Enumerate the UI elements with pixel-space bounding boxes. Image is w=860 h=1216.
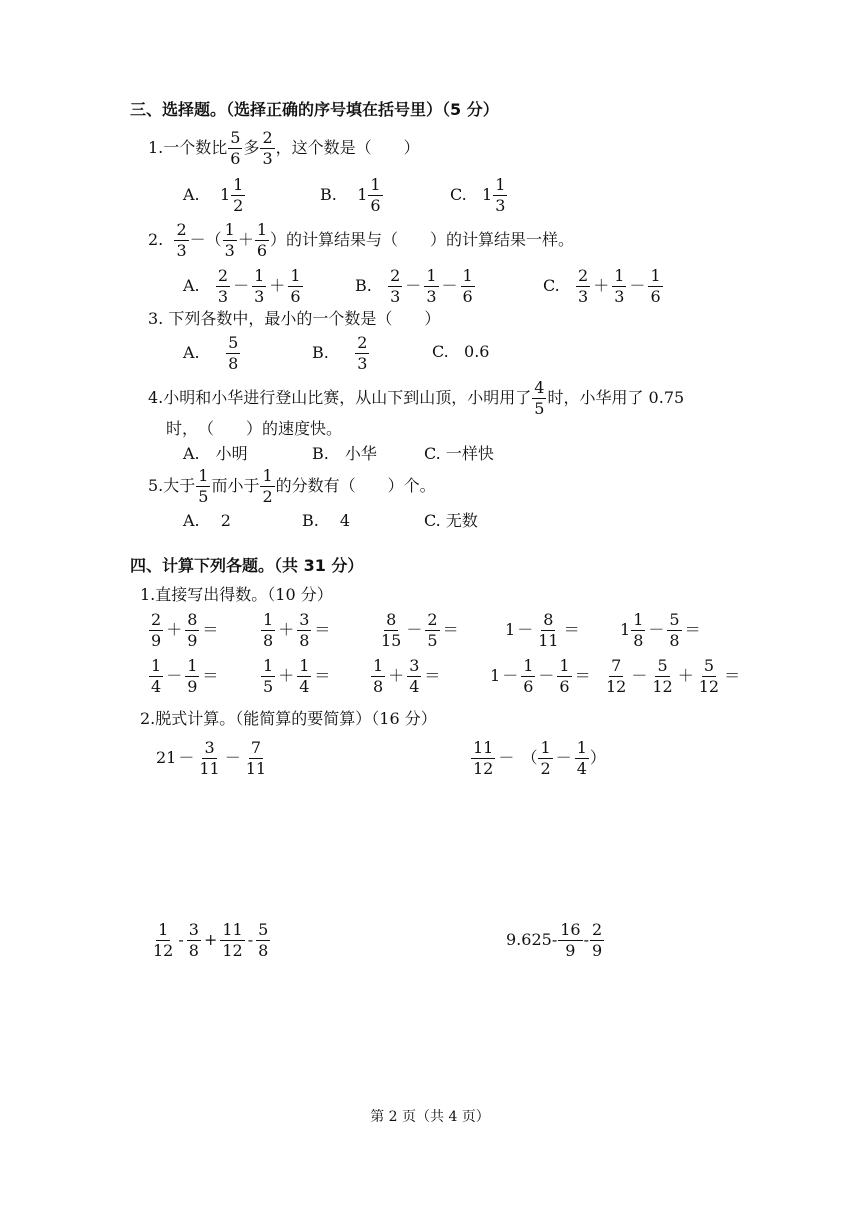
q3-option-b[interactable]: B. $\frac{2}{3}$	[312, 333, 368, 373]
calc-item: 1 － $\frac{1}{6}$ － $\frac{1}{6}$ ＝	[490, 656, 591, 696]
q4-stem-line1: 4.小明和小华进行登山比赛，从山下到山顶，小明用了 $\frac{4}{5}$ 时，小华用了 0.75	[148, 378, 685, 418]
fraction: $\frac{2}{3}$	[262, 128, 273, 168]
q5-stem: 5.大于 $\frac{1}{5}$ 而小于 $\frac{1}{2}$ 的分数有（ ）个。	[148, 466, 436, 506]
long-calc-4: 9.625- $\frac{16}{9}$ - $\frac{2}{9}$	[506, 920, 603, 960]
q5-option-a[interactable]: A. 2	[183, 511, 231, 530]
section4-title: 四、计算下列各题。（共 31 分）	[130, 556, 364, 575]
q1-suffix: ，这个数是（ ）	[275, 138, 420, 157]
q2-stem: 2. $\frac{2}{3}$ －（ $\frac{1}{3}$ ＋ $\frac{1}{6}$ ）的计算结果与（ ）的计算结果一样。	[148, 220, 575, 260]
q2-text: ）的计算结果与（ ）的计算结果一样。	[270, 230, 575, 249]
calc-item: 1 $\frac{1}{8}$ － $\frac{5}{8}$ ＝	[620, 610, 701, 650]
calc-item: $\frac{1}{8}$ ＋ $\frac{3}{4}$ ＝	[373, 656, 441, 696]
q4-stem-line2: 时， （ ）的速度快。	[166, 419, 343, 438]
calc-item: $\frac{2}{9}$ ＋ $\frac{8}{9}$ ＝	[151, 610, 219, 650]
q1-option-a[interactable]: A. 1 $\frac{1}{2}$	[183, 175, 244, 215]
q2-option-b[interactable]: B. $\frac{2}{3}$ － $\frac{1}{3}$ － $\frac{1}{6}$	[355, 266, 473, 306]
long-calc-1: 21 － $\frac{3}{11}$ － $\frac{7}{11}$	[156, 738, 267, 778]
q5-option-c[interactable]: C. 无数	[424, 511, 478, 530]
q5-option-b[interactable]: B. 4	[302, 511, 351, 530]
calc-item: 1 － $\frac{8}{11}$ ＝	[505, 610, 580, 650]
page-footer: 第 2 页（共 4 页）	[370, 1109, 490, 1125]
q3-stem: 3. 下列各数中，最小的一个数是（ ）	[148, 309, 441, 328]
fraction: $\frac{5}{6}$	[230, 128, 241, 168]
q4-option-a[interactable]: A. 小明	[183, 444, 248, 463]
q2-option-a[interactable]: A. $\frac{2}{3}$ － $\frac{1}{3}$ ＋ $\frac{1}{6}$	[183, 266, 301, 306]
q4-option-b[interactable]: B. 小华	[312, 444, 377, 463]
calc-item: $\frac{7}{12}$ － $\frac{5}{12}$ ＋ $\frac{5}{12}$ ＝	[606, 656, 741, 696]
q4-option-c[interactable]: C. 一样快	[424, 444, 494, 463]
calc-item: $\frac{1}{8}$ ＋ $\frac{3}{8}$ ＝	[263, 610, 331, 650]
q1-option-b[interactable]: B. 1 $\frac{1}{6}$	[320, 175, 381, 215]
long-calc-2: $\frac{11}{12}$ － （ $\frac{1}{2}$ － $\frac{1}{4}$ ）	[473, 738, 606, 778]
q3-option-c[interactable]: C. 0.6	[432, 342, 490, 361]
calc-item: $\frac{8}{15}$ － $\frac{2}{5}$ ＝	[381, 610, 459, 650]
q3-option-a[interactable]: A. $\frac{5}{8}$	[183, 333, 239, 373]
q1-mid: 多	[243, 138, 260, 157]
calc-item: $\frac{1}{4}$ － $\frac{1}{9}$ ＝	[151, 656, 219, 696]
q2-option-c[interactable]: C. $\frac{2}{3}$ ＋ $\frac{1}{3}$ － $\frac{1}{6}$	[543, 266, 661, 306]
q1-stem	[148, 130, 420, 167]
section4-sub1: 1.直接写出得数。（10 分）	[140, 585, 333, 604]
calc-item: $\frac{1}{5}$ ＋ $\frac{1}{4}$ ＝	[263, 656, 331, 696]
section3-title: 三、选择题。（选择正确的序号填在括号里）（5 分）	[130, 100, 499, 119]
q1-prefix: 1.一个数比	[148, 138, 228, 157]
q1-option-c[interactable]: C. 1 $\frac{1}{3}$	[450, 175, 506, 215]
section4-sub2: 2.脱式计算。（能简算的要简算）（16 分）	[140, 709, 437, 728]
long-calc-3: $\frac{1}{12}$ - $\frac{3}{8}$ + $\frac{11}{12}$ - $\frac{5}{8}$	[153, 920, 269, 960]
